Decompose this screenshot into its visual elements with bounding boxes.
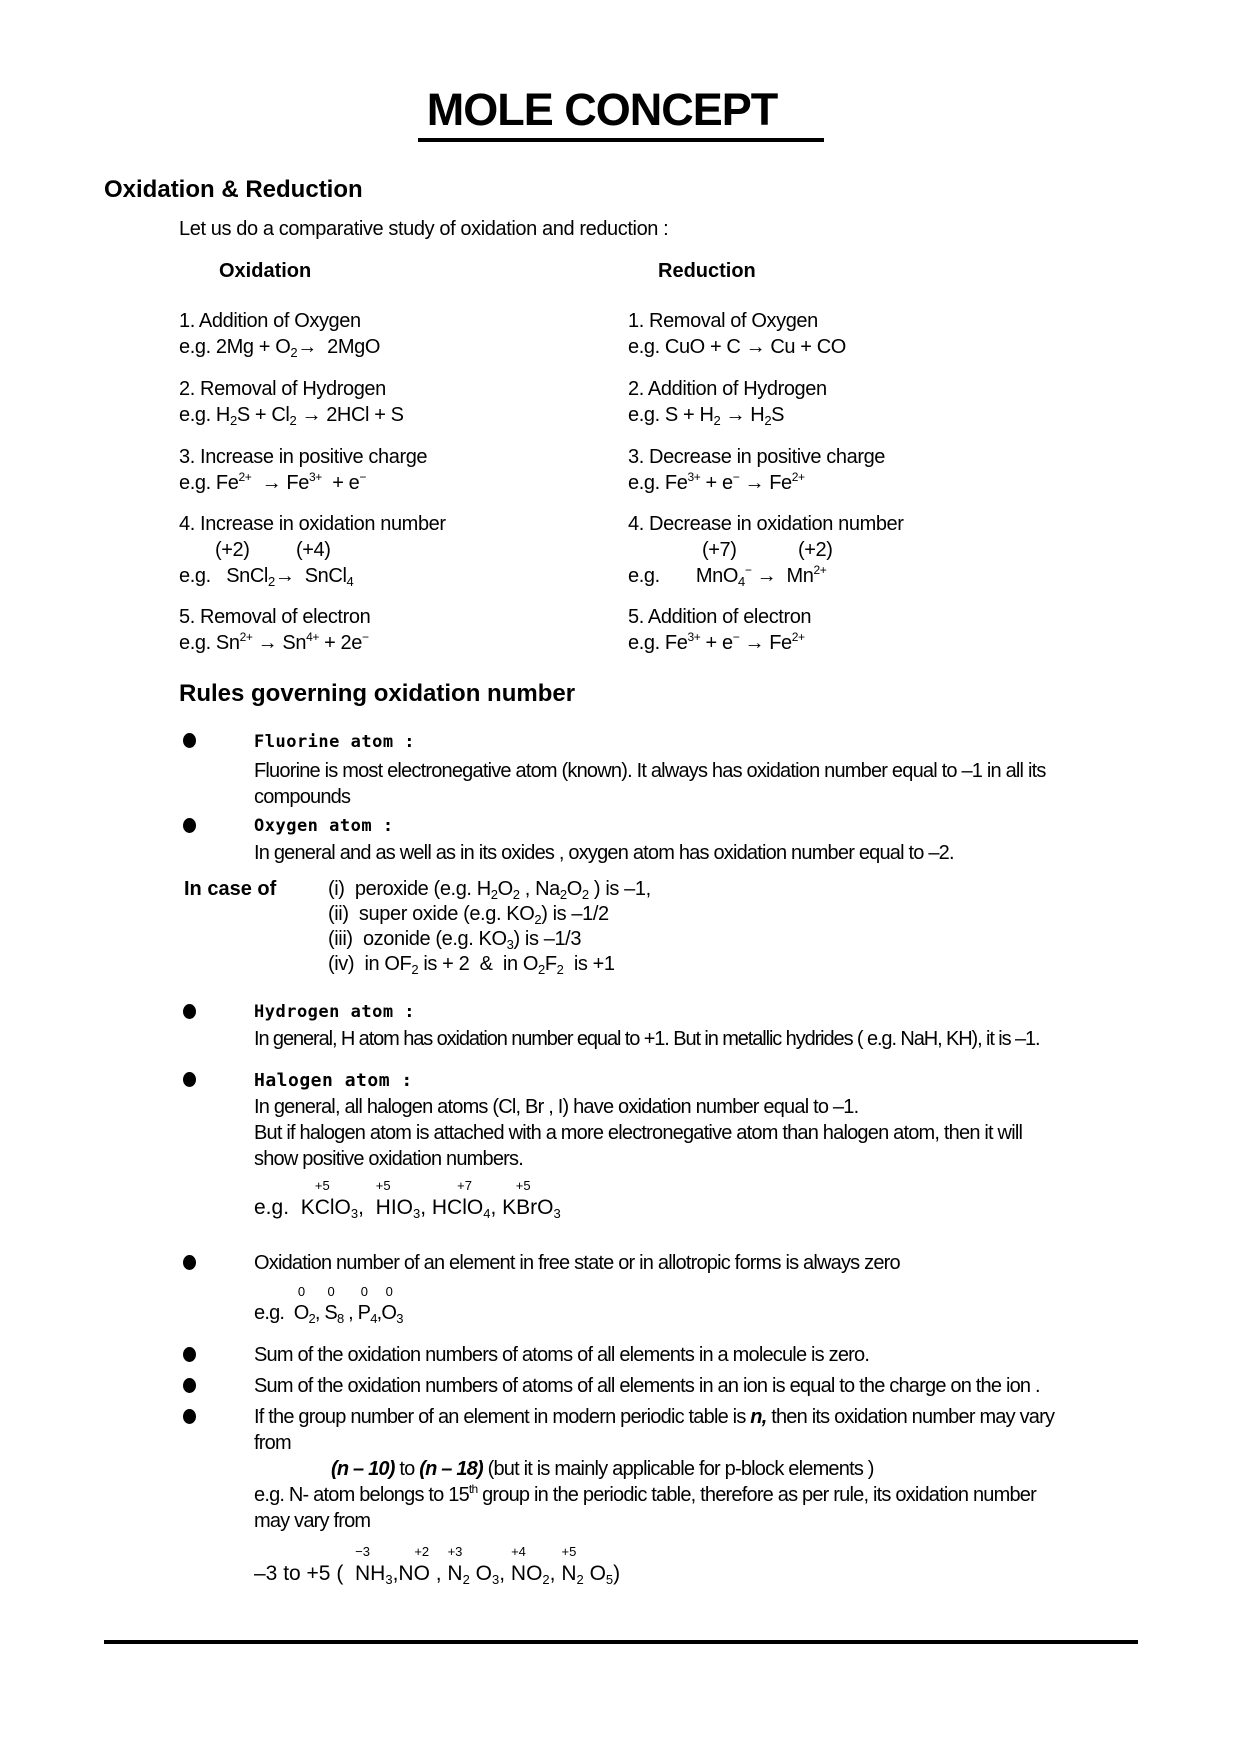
oxygen-case: (i) peroxide (e.g. $H_2O_2$ , $Na_2O_2$ ) is –1,	[328, 878, 651, 902]
oxidation-item-label: 3. Increase in positive charge	[179, 446, 428, 468]
section-title: Oxidation & Reduction	[104, 176, 363, 203]
reduction-item-example: e.g. $S + H_2 \to H_2S$	[628, 404, 785, 428]
oxygen-case: (iii) ozonide (e.g. $KO_3$) is –1/3	[328, 928, 582, 952]
rule-text-oxygen: In general and as well as in its oxides , oxygen atom has oxidation number equal to –2.	[254, 842, 954, 864]
reduction-header: Reduction	[658, 260, 756, 282]
rule-text-group: If the group number of an element in modern periodic table is n, then its oxidation number may vary	[254, 1406, 1055, 1428]
reduction-item-label: 1. Removal of Oxygen	[628, 310, 818, 332]
ox-state-label: (+4)	[296, 539, 331, 561]
bullet-icon	[183, 1378, 196, 1393]
oxidation-item-label: 1. Addition of Oxygen	[179, 310, 361, 332]
rule-text-ion-sum: Sum of the oxidation numbers of atoms of all elements in an ion is equal to the charge on the ion .	[254, 1375, 1040, 1397]
oxidation-item-example: e.g. $2Mg + O_2\to 2MgO$	[179, 336, 380, 360]
bullet-icon	[183, 1347, 196, 1362]
rule-text-fluorine-cont: compounds	[254, 786, 351, 808]
ox-state-label: (+2)	[798, 539, 833, 561]
rule-heading-halogen: Halogen atom :	[254, 1070, 413, 1091]
rule-text-halogen-1: In general, all halogen atoms (Cl, Br , I) have oxidation number equal to –1.	[254, 1096, 859, 1118]
ox-state-label: (+7)	[702, 539, 737, 561]
group-example-text: e.g. N- atom belongs to 15th group in the periodic table, therefore as per rule, its oxidation number	[254, 1482, 1036, 1506]
halogen-examples: e.g. KC +5 $lO_3$, H +5 $IO_3$, HCl +7 $O_4$, KB +5 $rO_3$	[254, 1178, 561, 1221]
bullet-icon	[183, 1409, 196, 1424]
oxidation-header: Oxidation	[219, 260, 312, 282]
rule-text-halogen-3: show positive oxidation numbers.	[254, 1148, 523, 1170]
rule-heading-hydrogen: Hydrogen atom :	[254, 1002, 416, 1022]
ox-state-label: (+2)	[215, 539, 250, 561]
bullet-icon	[183, 1004, 196, 1019]
title-underline	[418, 138, 824, 142]
rule-text-group-cont: from	[254, 1432, 291, 1454]
reduction-item-example: e.g. $MnO_4^- \to Mn^{2+}$	[628, 563, 827, 589]
bullet-icon	[183, 733, 196, 748]
rule-text-halogen-2: But if halogen atom is attached with a more electronegative atom than halogen atom, then it will	[254, 1122, 1023, 1144]
intro-text: Let us do a comparative study of oxidation and reduction :	[179, 218, 669, 240]
range-text: –3 to +5 (	[254, 1562, 344, 1585]
reduction-item-label: 3. Decrease in positive charge	[628, 446, 886, 468]
rule-text-hydrogen: In general, H atom has oxidation number equal to +1. But in metallic hydrides ( e.g. NaH, KH), it is –1.	[254, 1028, 1040, 1050]
rule-text-free-state: Oxidation number of an element in free state or in allotropic forms is always zero	[254, 1252, 900, 1274]
oxidation-item-label: 4. Increase in oxidation number	[179, 513, 446, 535]
page-title: MOLE CONCEPT	[426, 84, 778, 135]
in-case-of-label: In case of	[184, 878, 277, 900]
oxidation-item-example: e.g. SnCl$_2$→ SnCl$_4$	[179, 565, 354, 589]
oxygen-case: (iv) in $OF_2$ is + 2 & in $O_2F_2$ is +1	[328, 953, 615, 977]
eg-label: e.g.	[254, 1302, 285, 1324]
reduction-item-label: 2. Addition of Hydrogen	[628, 378, 827, 400]
nitrogen-examples: –3 to +5 ( N −3 $H_3,NO$ +2 , N +3 $_2$ $O_3$, N +4 $O_2$, N +5 $_2$ $O_5$)	[254, 1544, 621, 1587]
reduction-item-example: e.g. CuO + C → Cu + CO	[628, 336, 846, 358]
rule-heading-fluorine: Fluorine atom :	[254, 732, 416, 752]
bullet-icon	[183, 1255, 196, 1270]
oxidation-item-example: e.g. $Sn^{2+} \to Sn^{4+} + 2e^-$	[179, 630, 369, 654]
oxygen-case: (ii) super oxide (e.g. $KO_2$) is –1/2	[328, 903, 609, 927]
reduction-item-label: 4. Decrease in oxidation number	[628, 513, 904, 535]
rule-text-molecule-sum: Sum of the oxidation numbers of atoms of all elements in a molecule is zero.	[254, 1344, 870, 1366]
rules-title: Rules governing oxidation number	[179, 680, 576, 707]
bullet-icon	[183, 1072, 196, 1087]
oxidation-item-example: e.g. $H_2S + Cl_2 \to 2HCl + S$	[179, 404, 404, 428]
bullet-icon	[183, 818, 196, 833]
footer-rule	[104, 1640, 1138, 1644]
reduction-item-example: e.g. $Fe^{3+} + e^- \to Fe^{2+}$	[628, 470, 805, 494]
reduction-item-example: e.g. $Fe^{3+} + e^- \to Fe^{2+}$	[628, 630, 805, 654]
reduction-item-label: 5. Addition of electron	[628, 606, 812, 628]
oxidation-item-label: 5. Removal of electron	[179, 606, 371, 628]
oxidation-item-example: e.g. $Fe^{2+} \to Fe^{3+} + e^-$	[179, 470, 366, 494]
group-range: (n – 10) to (n – 18) (but it is mainly applicable for p-block elements )	[331, 1458, 874, 1480]
group-example-text-cont: may vary from	[254, 1510, 371, 1532]
free-state-examples: e.g. O 0 $_2$, S 0 $_8$ , P 0 $_4$,O 0 $_3$	[254, 1284, 403, 1326]
oxidation-item-label: 2. Removal of Hydrogen	[179, 378, 386, 400]
rule-text-fluorine: Fluorine is most electronegative atom (known). It always has oxidation number equal to –1 in all its	[254, 760, 1046, 782]
rule-heading-oxygen: Oxygen atom :	[254, 816, 394, 836]
eg-label: e.g.	[254, 1196, 290, 1219]
